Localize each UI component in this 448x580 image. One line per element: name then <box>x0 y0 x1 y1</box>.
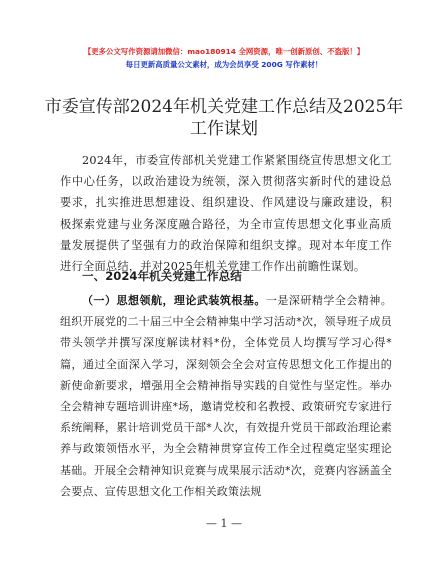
promo-line-2: 每日更新高质量公文素材，成为会员享受 200G 写作素材！ <box>125 60 323 69</box>
subsection-heading: （一）思想领航，理论武装筑根基。 <box>82 294 266 307</box>
document-title-line-2: 工作谋划 <box>190 119 258 139</box>
intro-paragraph: 2024年，市委宣传部机关党建工作紧紧围绕宣传思想文化工作中心任务，以政治建设为统领，深入贯彻落实新时代的建设总要求，扎实推进思想建设、组织建设、作风建设与廉政建设，积极探索党建与业务深度融合路径，为全市宣传思想文化事业高质量发展提供了坚强有力的政治保障和组织支撑。现对本年度工作进行全面总结，并对2025年机关党建工作作出前瞻性谋划。 <box>60 154 392 274</box>
promo-line-1: 【更多公文写作资源请加微信：mao180914 全网资源，唯一创新原创、不盗版！】 <box>83 47 365 56</box>
page-number: — 1 — <box>206 517 242 530</box>
document-title-line-1: 市委宣传部2024年机关党建工作总结及2025年 <box>44 97 404 117</box>
section-heading: 一、2024年机关党建工作总结 <box>82 269 242 283</box>
subsection-body: 一是深研精学全会精神。组织开展党的二十届三中全会精神集中学习活动*次，领导班子成员带头领学并撰写深度解读材料*份，全体党员人均撰写学习心得*篇，通过全面深入学习，深刻领会全会对宣传思想文化工作提出的新使命新要求，增强用全会精神指导实践的自觉性与坚定性。举办全会精神专题培训讲座*场，邀请党校和名教授、政策研究专家进行系统阐释，累计培训党员干部*人次，有效提升党员干部政治理论素养与政策领悟水平，为全会精神贯穿宣传工作全过程奠定坚实理论基础。开展全会精神知识竞赛与成果展示活动*次，竞赛内容涵盖全会要点、宣传思想文化工作相关政策法规 <box>60 294 392 498</box>
subsection-paragraph <box>60 290 392 502</box>
